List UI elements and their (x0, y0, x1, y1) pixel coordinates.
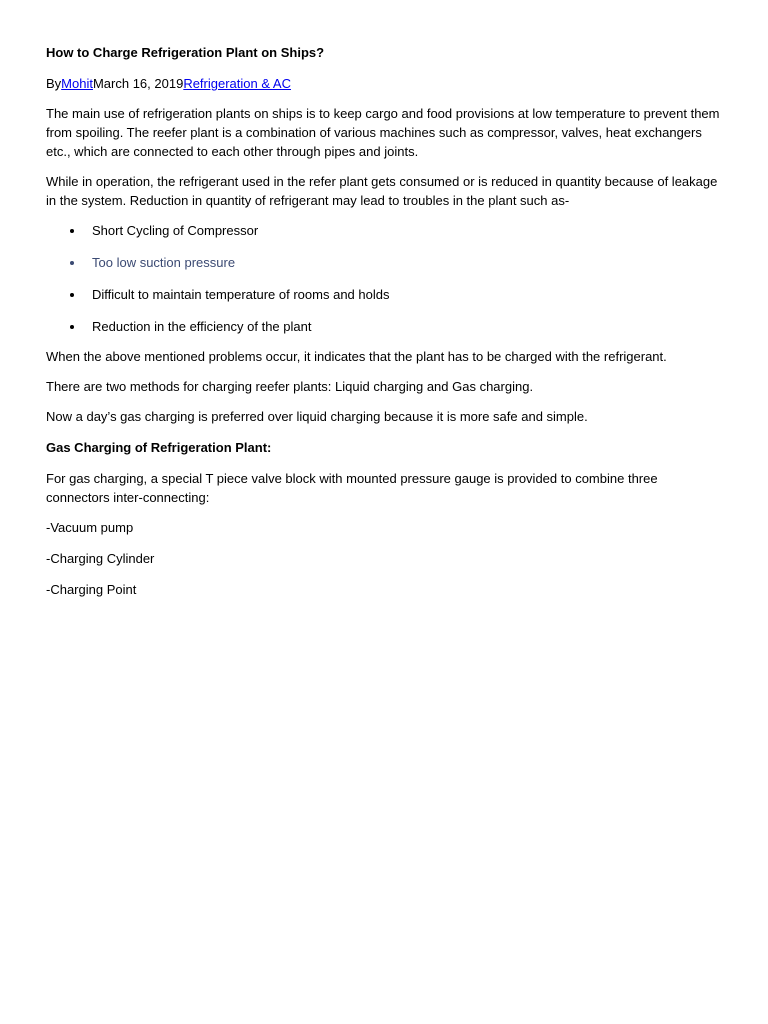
list-item (46, 253, 724, 272)
article-title: How to Charge Refrigeration Plant on Ships? (46, 45, 325, 60)
category-link[interactable]: Refrigeration & AC (183, 76, 291, 91)
connector-item: -Charging Cylinder (46, 551, 155, 566)
byline-prefix: By (46, 76, 62, 91)
list-item (46, 285, 724, 304)
preference-paragraph: Now a day’s gas charging is preferred over liquid charging because it is more safe and simple. (46, 409, 588, 424)
connector-item: -Charging Point (46, 582, 137, 597)
list-item-text: Too low suction pressure (92, 255, 236, 270)
gas-paragraph: For gas charging, a special T piece valve block with mounted pressure gauge is provided to combine three connectors inter-connecting: (46, 471, 658, 505)
connector-item: -Vacuum pump (46, 520, 134, 535)
methods-paragraph: There are two methods for charging reefer plants: Liquid charging and Gas charging. (46, 379, 534, 394)
list-item (46, 221, 724, 240)
list-item (46, 317, 724, 336)
publish-date: March 16, 2019 (92, 76, 184, 91)
troubles-list (46, 221, 724, 336)
list-item-text: Short Cycling of Compressor (92, 223, 259, 238)
bullet-icon (70, 325, 74, 329)
intro-paragraph: The main use of refrigeration plants on ships is to keep cargo and food provisions at low temperature to prevent them from spoiling. The reefer plant is a combination of various machines such as compressor, valves, heat exchangers etc., which are connected to each other through pipes and joints. (46, 106, 720, 159)
author-link[interactable]: Mohit (61, 76, 93, 91)
byline (46, 74, 724, 93)
problems-paragraph: When the above mentioned problems occur, it indicates that the plant has to be charged with the refrigerant. (46, 349, 667, 364)
bullet-icon (70, 229, 74, 233)
leakage-paragraph: While in operation, the refrigerant used in the refer plant gets consumed or is reduced in quantity because of leakage in the system. Reduction in quantity of refrigerant may lead to troubles in the plant such as- (46, 174, 718, 208)
bullet-icon (70, 261, 74, 265)
list-item-text: Difficult to maintain temperature of rooms and holds (92, 287, 390, 302)
list-item-text: Reduction in the efficiency of the plant (92, 319, 312, 334)
section-heading: Gas Charging of Refrigeration Plant: (46, 440, 272, 455)
bullet-icon (70, 293, 74, 297)
